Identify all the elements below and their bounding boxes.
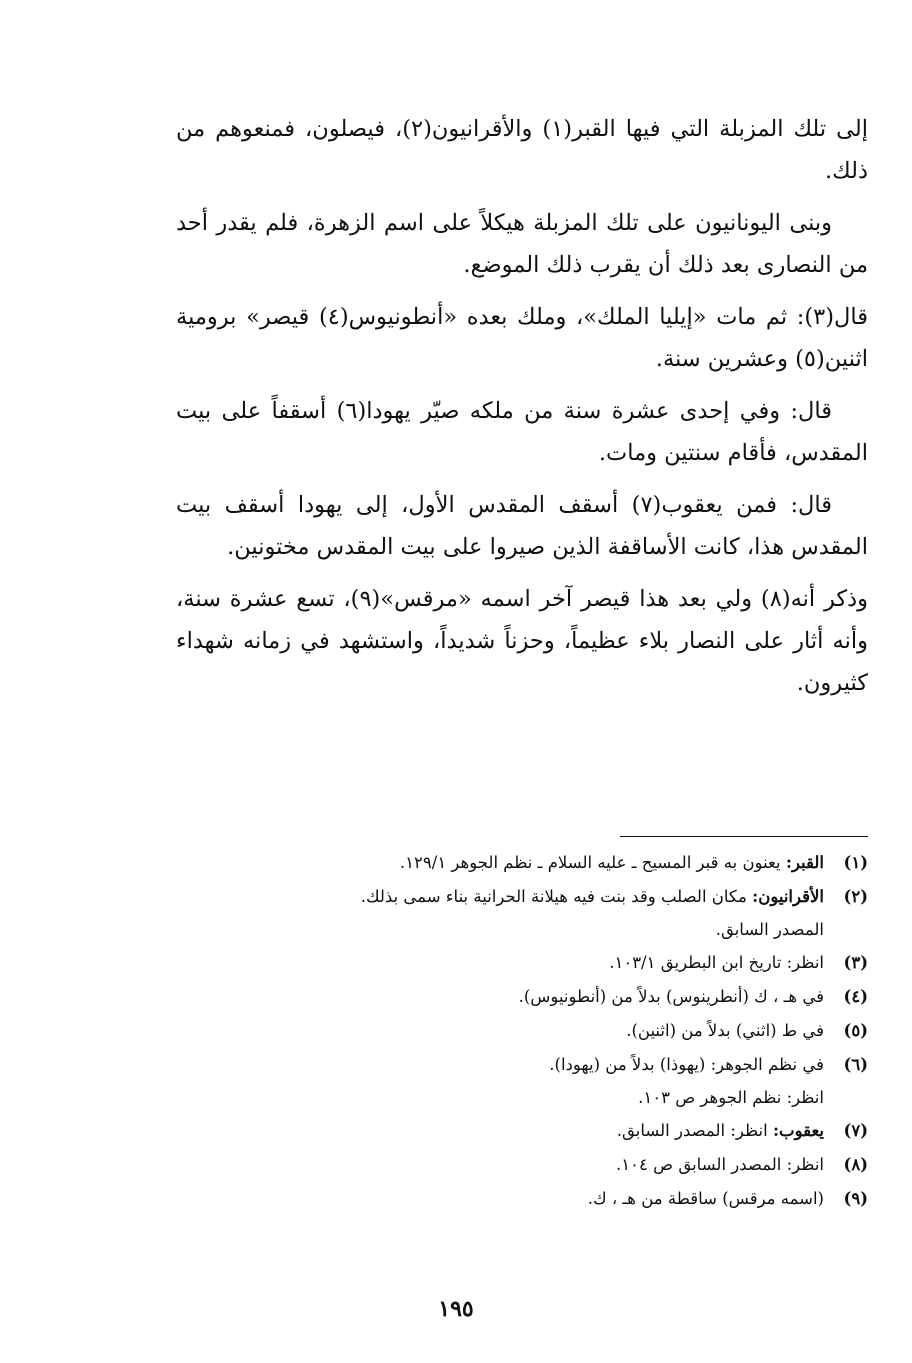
footnote-text: مكان الصلب وقد بنت فيه هيلانة الحرانية بناء سمى بذلك. bbox=[360, 887, 753, 906]
page-number: ١٩٥ bbox=[438, 1296, 474, 1322]
footnote-term: القبر: bbox=[785, 853, 824, 872]
paragraph: وذكر أنه(٨) ولي بعد هذا قيصر آخر اسمه «مرقس»(٩)، تسع عشرة سنة، وأنه أثار على النصار بلاء عظيماً، وحزناً شديداً، واستشهد في زمانه شهداء كثيرون. bbox=[176, 586, 868, 696]
footnote-number: (٣) bbox=[843, 953, 868, 972]
footnote bbox=[176, 1148, 868, 1182]
footnote bbox=[176, 880, 868, 914]
footnotes bbox=[176, 846, 868, 1216]
footnote-term: يعقوب: bbox=[772, 1121, 824, 1140]
footnote-continuation bbox=[176, 914, 868, 946]
paragraph: وبنى اليونانيون على تلك المزبلة هيكلاً على اسم الزهرة، فلم يقدر أحد من النصارى بعد ذلك أن يقرب ذلك الموضع. bbox=[176, 210, 868, 278]
footnote bbox=[176, 946, 868, 980]
paragraph: قال: وفي إحدى عشرة سنة من ملكه صيّر يهودا(٦) أسقفاً على بيت المقدس، فأقام سنتين ومات. bbox=[176, 398, 868, 466]
footnote-number: (٧) bbox=[843, 1121, 868, 1140]
paragraph: قال: فمن يعقوب(٧) أسقف المقدس الأول، إلى يهودا أسقف بيت المقدس هذا، كانت الأساقفة الذين صيروا على بيت المقدس مختونين. bbox=[176, 492, 868, 560]
footnote-text: انظر: نظم الجوهر ص ١٠٣. bbox=[638, 1088, 824, 1107]
footnote-text: في ط (اثني) بدلاً من (اثنين). bbox=[626, 1021, 824, 1040]
footnote-number: (٤) bbox=[843, 987, 868, 1006]
footnote-text: في نظم الجوهر: (يهوذا) بدلاً من (يهودا). bbox=[549, 1055, 824, 1074]
footnote-number: (٥) bbox=[843, 1021, 868, 1040]
footnote-number: (١) bbox=[843, 853, 868, 872]
footnote-text: انظر: المصدر السابق ص ١٠٤. bbox=[616, 1155, 824, 1174]
footnote bbox=[176, 1048, 868, 1082]
footnote-term: الأقرانيون: bbox=[752, 887, 824, 906]
footnote bbox=[176, 980, 868, 1014]
paragraph: قال(٣): ثم مات «إيليا الملك»، وملك بعده «أنطونيوس(٤) قيصر» برومية اثنين(٥) وعشرين سنة. bbox=[176, 304, 868, 372]
footnote bbox=[176, 1114, 868, 1148]
footnote bbox=[176, 846, 868, 880]
body-text bbox=[176, 108, 868, 714]
footnote bbox=[176, 1182, 868, 1216]
footnote-text: في هـ ، ك (أنطرينوس) بدلاً من (أنطونيوس). bbox=[518, 987, 824, 1006]
footnote-continuation bbox=[176, 1082, 868, 1114]
footnote-divider bbox=[620, 836, 868, 837]
footnote-text: المصدر السابق. bbox=[715, 920, 824, 939]
footnote-text: انظر: المصدر السابق. bbox=[616, 1121, 773, 1140]
footnote-number: (٨) bbox=[843, 1155, 868, 1174]
footnote-text: انظر: تاريخ ابن البطريق ١٠٣/١. bbox=[609, 953, 824, 972]
footnote-text: (اسمه مرقس) ساقطة من هـ ، ك. bbox=[587, 1189, 824, 1208]
footnote bbox=[176, 1014, 868, 1048]
footnote-number: (٢) bbox=[843, 887, 868, 906]
footnote-number: (٩) bbox=[843, 1189, 868, 1208]
footnote-number: (٦) bbox=[843, 1055, 868, 1074]
paragraph: إلى تلك المزبلة التي فيها القبر(١) والأقرانيون(٢)، فيصلون، فمنعوهم من ذلك. bbox=[176, 116, 868, 184]
footnote-text: يعنون به قبر المسيح ـ عليه السلام ـ نظم الجوهر ١٢٩/١. bbox=[399, 853, 786, 872]
